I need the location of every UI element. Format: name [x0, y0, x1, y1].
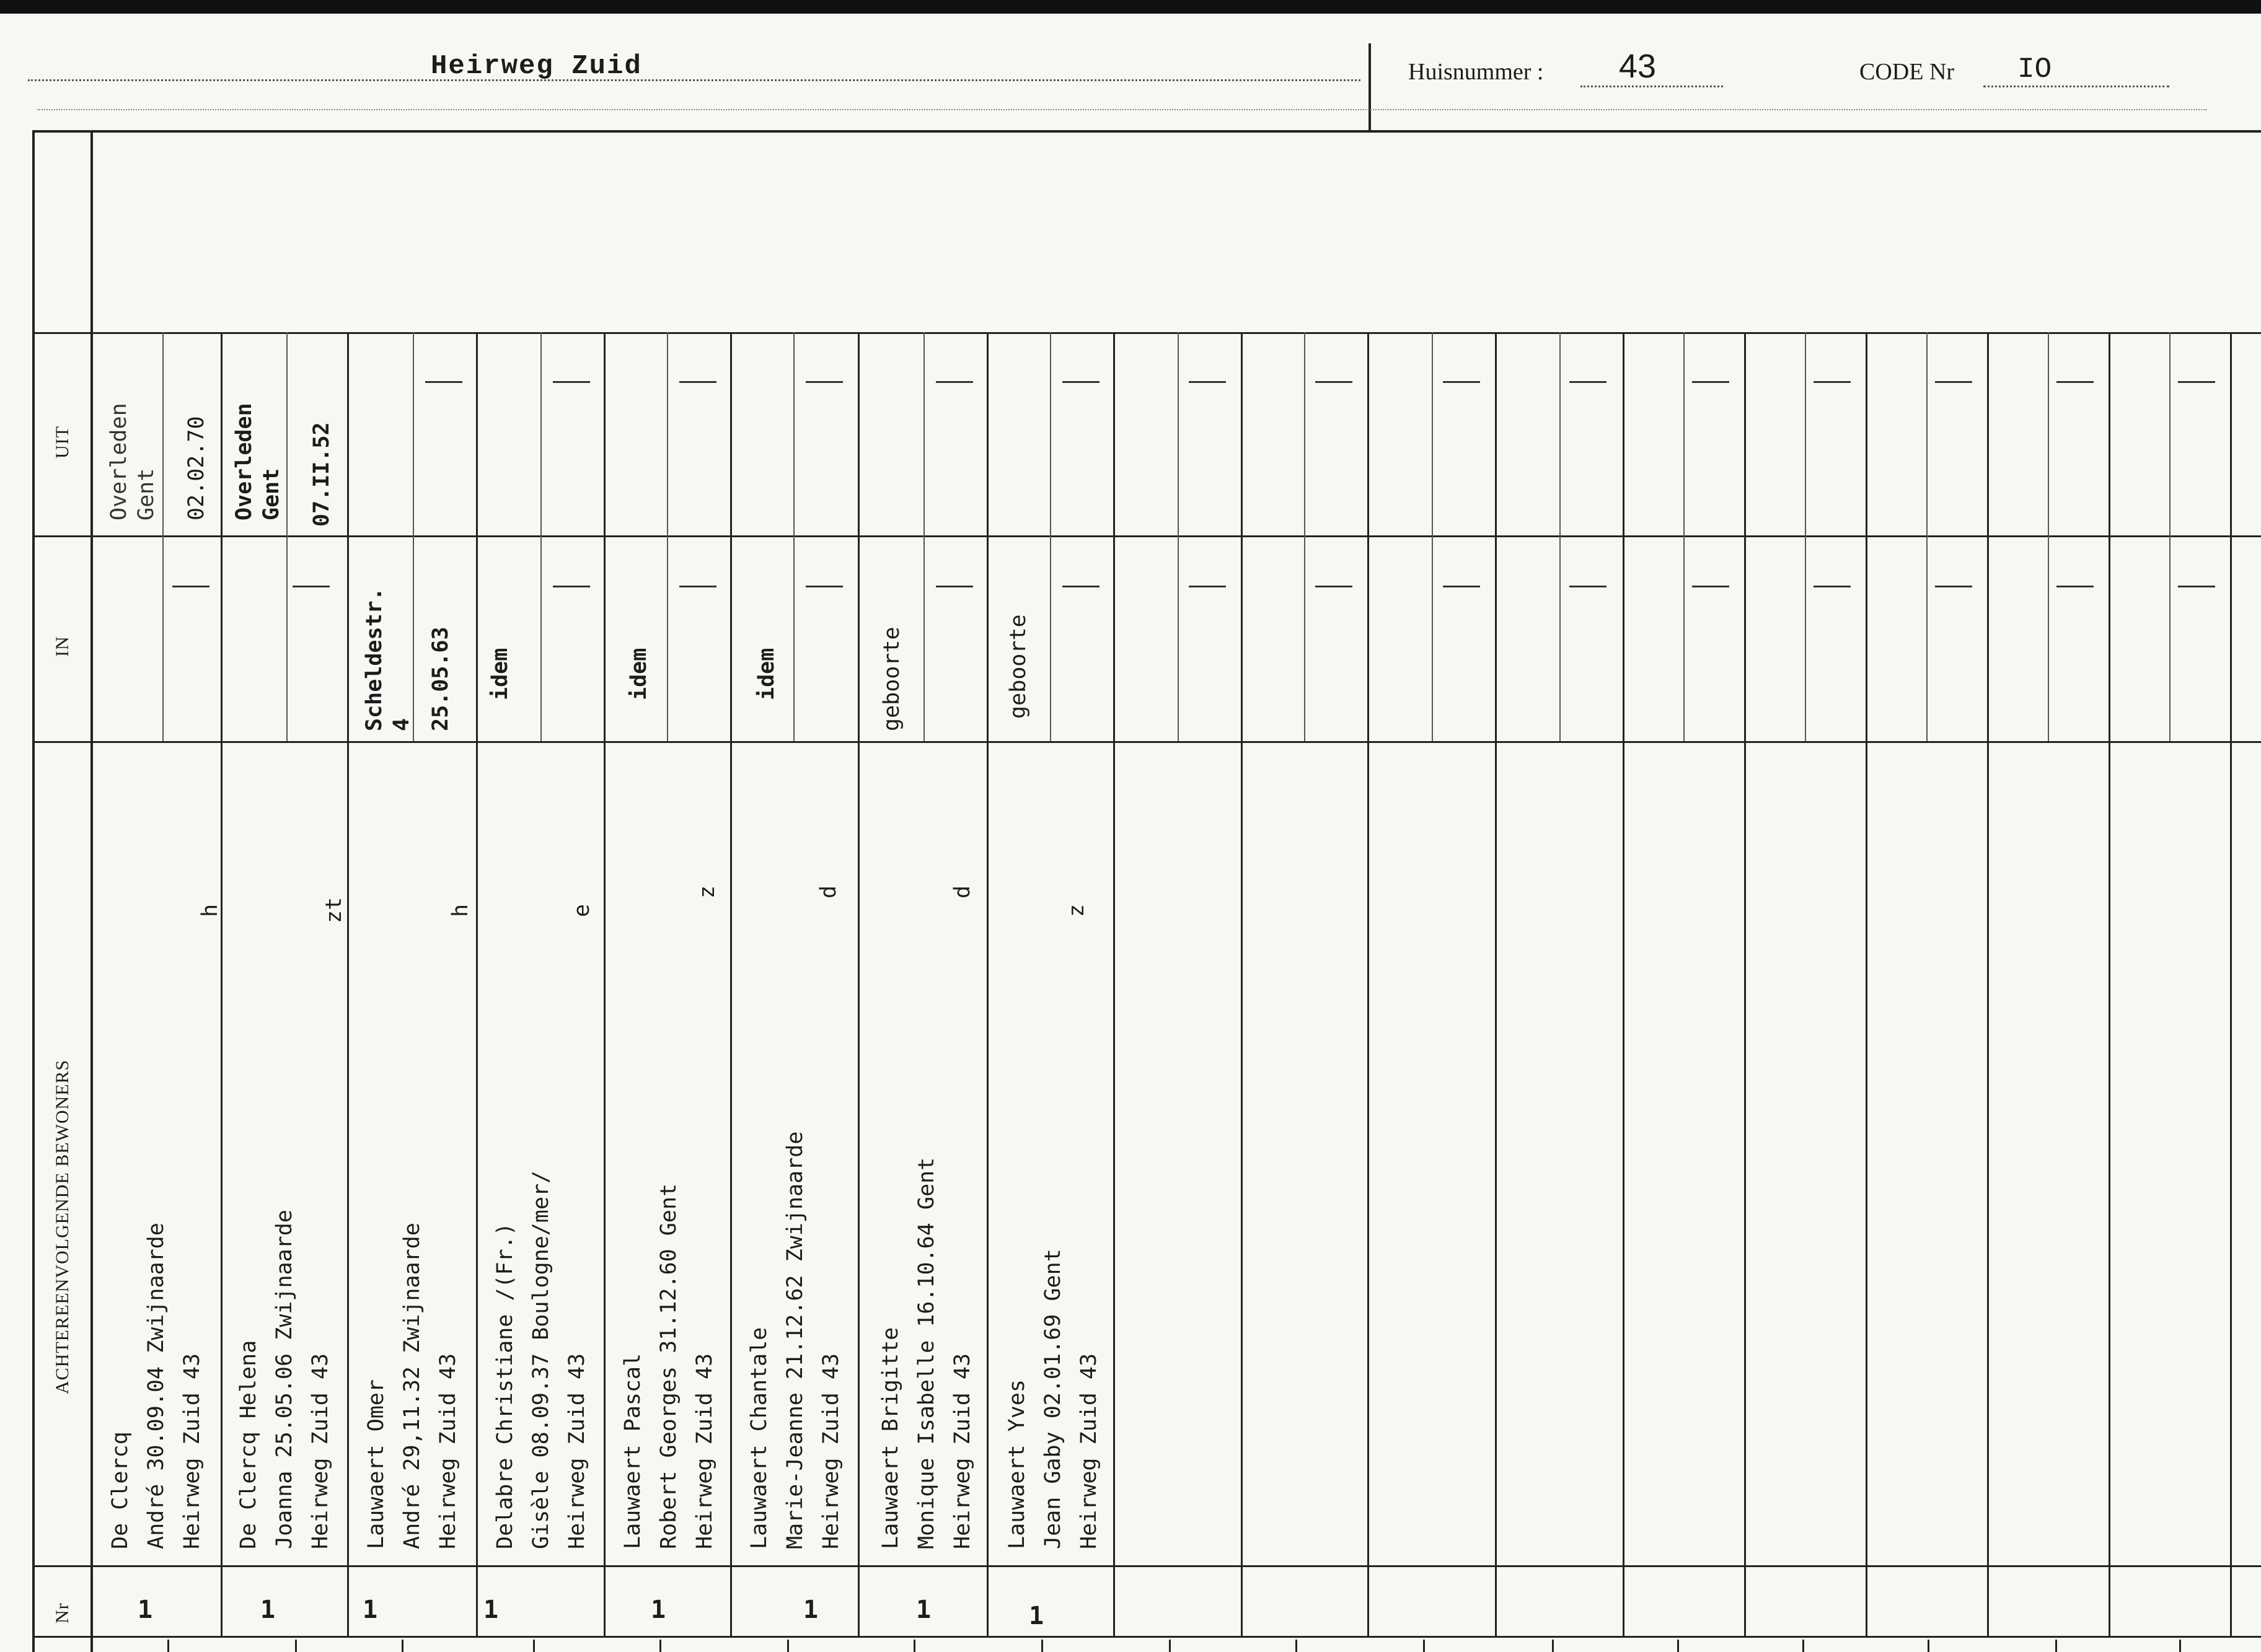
bottom-tick	[1928, 1640, 1929, 1652]
dash-mark	[806, 586, 843, 587]
col-divider	[1744, 332, 1746, 1636]
resident-line: Marie-Jeanne 21.12.62 Zwijnaarde	[783, 1131, 808, 1549]
subcol-divider	[667, 332, 668, 741]
house-number-value: 43	[1619, 48, 1657, 85]
uit-line: Overleden	[232, 403, 257, 521]
dash-mark	[293, 586, 330, 587]
code-dotline	[1983, 86, 2169, 87]
resident-line: André 30.09.04 Zwijnaarde	[144, 1223, 169, 1549]
subcol-divider	[1683, 332, 1685, 741]
subcol-divider	[1304, 332, 1305, 741]
street-name: Heirweg Zuid	[431, 51, 642, 82]
resident-record	[615, 1184, 723, 1549]
bottom-tick	[1295, 1640, 1297, 1652]
resident-line: Monique Isabelle 16.10.64 Gent	[914, 1157, 939, 1549]
header-underline	[37, 109, 2206, 110]
dash-mark	[1814, 586, 1851, 587]
resident-mark: d	[950, 885, 975, 898]
in-record: idem	[627, 648, 651, 700]
resident-mark: d	[816, 885, 841, 898]
subcol-divider	[1805, 332, 1806, 741]
resident-line: Robert Georges 31.12.60 Gent	[656, 1183, 681, 1549]
col-divider	[221, 332, 223, 1636]
uit-section-label: UIT	[52, 426, 73, 459]
col-divider	[476, 332, 478, 1636]
house-number-label: Huisnummer :	[1408, 59, 1544, 85]
col-divider	[1241, 332, 1243, 1636]
dash-mark	[1062, 586, 1100, 587]
bottom-tick	[402, 1640, 403, 1652]
bottom-tick	[167, 1640, 169, 1652]
entry-nr: 1	[803, 1596, 819, 1624]
resident-line: Delabre Christiane /(Fr.)	[493, 1223, 518, 1549]
dash-mark	[936, 381, 973, 383]
header-divider	[1368, 43, 1371, 130]
col-divider	[1495, 332, 1497, 1636]
bottom-tick	[1552, 1640, 1554, 1652]
subcol-divider	[923, 332, 925, 741]
subcol-divider	[286, 332, 288, 741]
col-divider	[1623, 332, 1624, 1636]
dash-mark	[2178, 586, 2215, 587]
grid-top-border	[32, 130, 2261, 133]
resident-line: Heirweg Zuid 43	[1077, 1353, 1101, 1549]
resident-line: Gisèle 08.09.37 Boulogne/mer/	[529, 1170, 553, 1549]
bottom-tick	[533, 1640, 535, 1652]
nr-top-line	[32, 1565, 2261, 1567]
col-divider	[2109, 332, 2110, 1636]
subcol-divider	[1432, 332, 1433, 741]
subcol-divider	[2048, 332, 2049, 741]
col-divider	[1113, 332, 1115, 1636]
in-date: 25.05.63	[428, 626, 453, 731]
uit-record	[105, 403, 160, 521]
col-divider	[1987, 332, 1989, 1636]
dash-mark	[1062, 381, 1100, 383]
entry-nr: 1	[916, 1596, 932, 1624]
resident-mark: z	[1064, 903, 1089, 917]
resident-line: Lauwaert Omer	[364, 1379, 389, 1549]
dash-mark	[1443, 381, 1480, 383]
house-number-dotline	[1580, 86, 1723, 87]
resident-mark: h	[198, 903, 223, 917]
dash-mark	[553, 586, 590, 587]
entry-nr: 1	[1029, 1602, 1044, 1630]
col-divider	[730, 332, 732, 1636]
subcol-divider	[1050, 332, 1051, 741]
dash-mark	[679, 381, 716, 383]
resident-record	[358, 1223, 466, 1549]
entry-nr: 1	[260, 1596, 276, 1624]
in-section-label: IN	[52, 636, 73, 657]
col-divider	[347, 332, 349, 1636]
col-divider	[2230, 332, 2232, 1636]
bottom-tick	[659, 1640, 661, 1652]
residents-top-line	[32, 741, 2261, 743]
in-line: 4	[389, 718, 414, 731]
subcol-divider	[1559, 332, 1561, 741]
resident-line: Heirweg Zuid 43	[819, 1353, 844, 1549]
dash-mark	[425, 381, 462, 383]
resident-record	[487, 1171, 595, 1549]
resident-record	[999, 1249, 1107, 1549]
dash-mark	[1935, 586, 1972, 587]
entry-nr: 1	[651, 1596, 666, 1624]
dash-mark	[553, 381, 590, 383]
subcol-divider	[2169, 332, 2171, 741]
dash-mark	[1692, 586, 1729, 587]
in-record: geboorte	[1006, 614, 1031, 719]
resident-record	[102, 1223, 210, 1549]
resident-line: Heirweg Zuid 43	[436, 1353, 461, 1549]
resident-line: Joanna 25.05.06 Zwijnaarde	[272, 1210, 297, 1549]
resident-record	[741, 1131, 849, 1549]
bottom-tick	[1802, 1640, 1804, 1652]
subcol-divider	[162, 332, 164, 741]
dash-mark	[1443, 586, 1480, 587]
resident-mark: e	[570, 903, 594, 917]
col-divider	[858, 332, 860, 1636]
subcol-divider	[1926, 332, 1928, 741]
residents-section-label: ACHTEREENVOLGENDE BEWONERS	[52, 1059, 73, 1394]
in-record: idem	[754, 648, 779, 700]
resident-line: Lauwaert Brigitte	[878, 1327, 903, 1549]
scan-top-edge	[0, 0, 2261, 14]
uit-line: Gent	[259, 468, 284, 521]
label-column-border	[90, 131, 93, 1652]
resident-line: Lauwaert Yves	[1005, 1379, 1029, 1549]
code-value: IO	[2017, 53, 2052, 86]
resident-line: Heirweg Zuid 43	[565, 1353, 589, 1549]
in-record	[361, 587, 415, 731]
resident-line: Heirweg Zuid 43	[950, 1353, 975, 1549]
resident-mark: zt	[322, 897, 346, 923]
street-dotline	[28, 79, 1360, 81]
uit-line: Overleden	[107, 403, 131, 521]
dash-mark	[2178, 381, 2215, 383]
bottom-tick	[2055, 1640, 2057, 1652]
grid-left-border	[32, 131, 35, 1652]
uit-date: 07.II.52	[309, 422, 334, 527]
resident-line: Heirweg Zuid 43	[180, 1353, 205, 1549]
uit-record	[231, 403, 285, 521]
bottom-tick	[914, 1640, 915, 1652]
resident-record	[873, 1158, 981, 1549]
resident-line: Lauwaert Pascal	[620, 1353, 645, 1549]
uit-date: 02.02.70	[184, 416, 209, 521]
grid-bottom-line	[32, 1636, 2261, 1638]
bottom-tick	[295, 1640, 297, 1652]
resident-line: De Clercq	[108, 1431, 133, 1549]
resident-line: De Clercq Helena	[236, 1340, 261, 1549]
dash-mark	[2056, 381, 2094, 383]
col-divider	[987, 332, 989, 1636]
subcol-divider	[793, 332, 795, 741]
resident-line: Heirweg Zuid 43	[692, 1353, 717, 1549]
bottom-tick	[787, 1640, 789, 1652]
dash-mark	[1814, 381, 1851, 383]
subcol-divider	[1178, 332, 1179, 741]
resident-line: Jean Gaby 02.01.69 Gent	[1041, 1249, 1065, 1549]
dash-mark	[1569, 586, 1606, 587]
col-divider	[604, 332, 606, 1636]
resident-line: André 29,11.32 Zwijnaarde	[400, 1223, 425, 1549]
subcol-divider	[540, 332, 542, 741]
col-divider	[1866, 332, 1867, 1636]
bottom-tick	[2179, 1640, 2181, 1652]
nr-section-label: Nr	[52, 1602, 73, 1623]
dash-mark	[2056, 586, 2094, 587]
dash-mark	[1315, 586, 1352, 587]
entry-nr: 1	[483, 1596, 499, 1624]
entry-nr: 1	[138, 1596, 153, 1624]
resident-line: Heirweg Zuid 43	[308, 1353, 333, 1549]
dash-mark	[172, 586, 209, 587]
dash-mark	[679, 586, 716, 587]
in-record: geboorte	[879, 626, 904, 731]
bottom-tick	[1169, 1640, 1171, 1652]
bottom-tick	[1041, 1640, 1043, 1652]
dash-mark	[1189, 381, 1226, 383]
dash-mark	[806, 381, 843, 383]
dash-mark	[1189, 586, 1226, 587]
dash-mark	[1692, 381, 1729, 383]
resident-record	[231, 1210, 338, 1549]
bottom-tick	[1423, 1640, 1425, 1652]
in-record: idem	[488, 648, 513, 700]
dash-mark	[1315, 381, 1352, 383]
bottom-tick	[1677, 1640, 1679, 1652]
resident-mark: z	[695, 885, 720, 898]
in-line: Scheldestr.	[362, 587, 387, 731]
col-divider	[1367, 332, 1369, 1636]
uit-line: Gent	[134, 468, 159, 521]
entry-nr: 1	[363, 1596, 378, 1624]
dash-mark	[1569, 381, 1606, 383]
resident-line: Lauwaert Chantale	[747, 1327, 772, 1549]
dash-mark	[936, 586, 973, 587]
dash-mark	[1935, 381, 1972, 383]
code-label: CODE Nr	[1859, 59, 1955, 85]
resident-mark: h	[448, 903, 473, 917]
